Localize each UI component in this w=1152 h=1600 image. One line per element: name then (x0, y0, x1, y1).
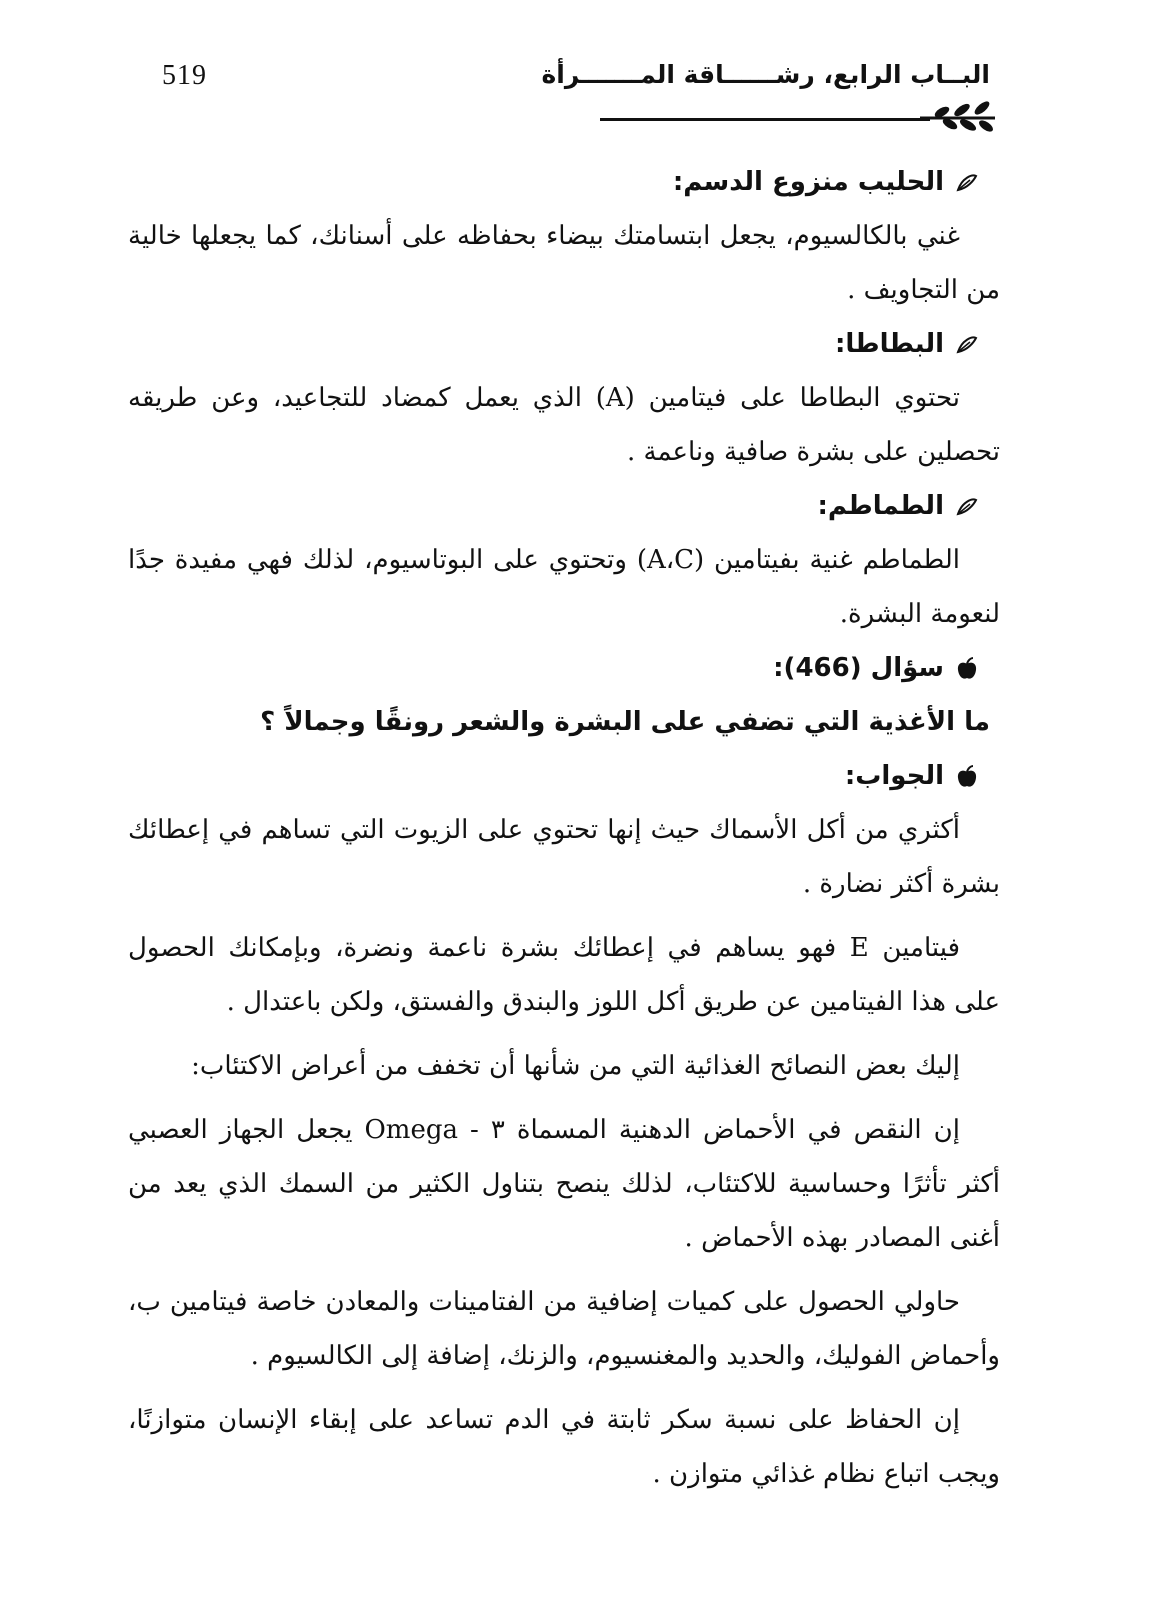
header-rule (600, 118, 930, 121)
section-body: غني بالكالسيوم، يجعل ابتسامتك بيضاء بحفاظه على أسنانك، كما يجعلها خالية من التجاويف . (128, 221, 1000, 305)
answer-paragraph: حاولي الحصول على كميات إضافية من الفتامينات والمعادن خاصة فيتامين ب، وأحماض الفوليك، والحديد والمغنسيوم، والزنك، إضافة إلى الكالسيوم . (128, 1287, 1000, 1371)
answer-paragraph: إليك بعض النصائح الغذائية التي من شأنها أن تخفف من أعراض الاكتئاب: (191, 1051, 960, 1081)
answer-paragraph: إن الحفاظ على نسبة سكر ثابتة في الدم تساعد على إبقاء الإنسان متوازنًا، ويجب اتباع نظام غذائي متوازن . (128, 1405, 1000, 1489)
question-label: سؤال (466): (128, 641, 1000, 695)
leaf-hand-icon (954, 332, 980, 358)
section-heading: البطاطا: (128, 317, 1000, 371)
section-heading: الطماطم: (128, 479, 1000, 533)
page-header (130, 58, 1000, 138)
answer-paragraph: فيتامين E فهو يساهم في إعطائك بشرة ناعمة ونضرة، وبإمكانك الحصول على هذا الفيتامين عن طريق أكل اللوز والبندق والفستق، ولكن باعتدال . (128, 933, 1000, 1017)
apple-icon (954, 656, 980, 682)
page-number: 519 (162, 60, 207, 91)
leaf-hand-icon (954, 170, 980, 196)
answer-label: الجواب: (128, 749, 1000, 803)
apple-icon (954, 764, 980, 790)
answer-paragraph: أكثري من أكل الأسماك حيث إنها تحتوي على الزيوت التي تساهم في إعطائك بشرة أكثر نضارة . (128, 815, 1000, 899)
chapter-title: البــاب الرابع، رشــــــاقة المـــــــرأة (541, 60, 990, 89)
section-body: تحتوي البطاطا على فيتامين (A) الذي يعمل كمضاد للتجاعيد، وعن طريقه تحصلين على بشرة صافية وناعمة . (128, 383, 1000, 467)
leaf-hand-icon (954, 494, 980, 520)
leaf-branch-icon (920, 94, 1000, 134)
page-content (128, 155, 1000, 1501)
section-body: الطماطم غنية بفيتامين (A،C) وتحتوي على البوتاسيوم، لذلك فهي مفيدة جدًا لنعومة البشرة. (128, 545, 1000, 629)
section-heading: الحليب منزوع الدسم: (128, 155, 1000, 209)
question-text: ما الأغذية التي تضفي على البشرة والشعر رونقًا وجمالاً ؟ (260, 707, 990, 737)
answer-paragraph: إن النقص في الأحماض الدهنية المسماة ٣ - Omega يجعل الجهاز العصبي أكثر تأثرًا وحساسية للاكتئاب، لذلك ينصح بتناول الكثير من السمك الذي يعد من أغنى المصادر بهذه الأحماض . (128, 1115, 1000, 1253)
